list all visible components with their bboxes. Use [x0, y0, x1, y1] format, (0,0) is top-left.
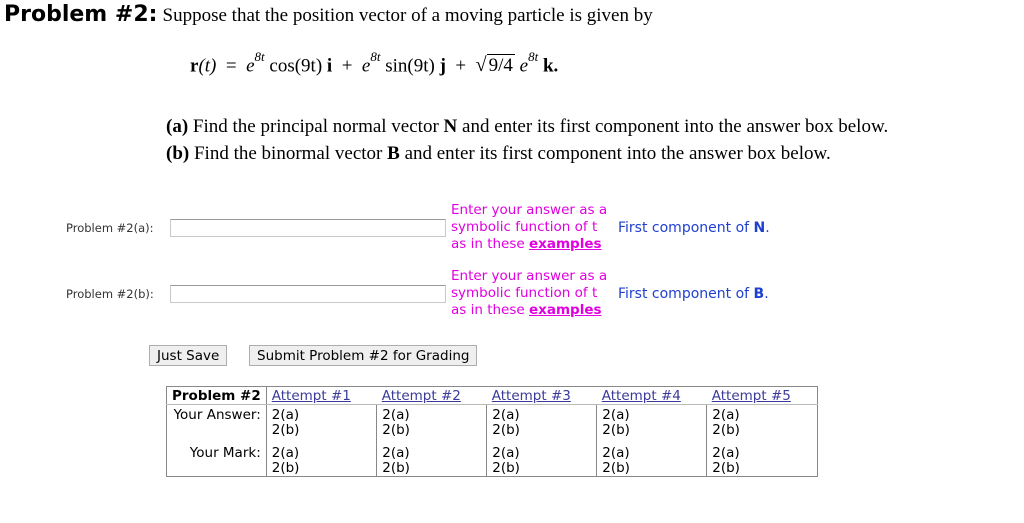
question-parts	[166, 113, 888, 167]
attempts-table	[166, 386, 818, 477]
mark-cell-5: 2(a) 2(b)	[707, 438, 818, 477]
attempt-4-link[interactable]: Attempt #4	[601, 388, 681, 404]
square-root: √ 9/4	[475, 54, 513, 77]
mark-cell-1: 2(a) 2(b)	[266, 438, 377, 477]
answer-cell-3: 2(a) 2(b)	[487, 405, 597, 439]
problem-heading	[4, 2, 653, 27]
your-mark-label: Your Mark:	[167, 438, 267, 477]
answer-hint-b: Enter your answer as a symbolic function of t as in these examples	[451, 268, 608, 318]
component-note-b: First component of B.	[618, 286, 769, 302]
answer-row-b	[0, 266, 1024, 316]
answer-input-b[interactable]	[170, 285, 446, 303]
attempts-corner: Problem #2	[167, 387, 267, 405]
mark-cell-2: 2(a) 2(b)	[377, 438, 487, 477]
your-answer-label: Your Answer:	[167, 405, 267, 439]
examples-link-b[interactable]: examples	[529, 302, 602, 318]
attempt-2-link[interactable]: Attempt #2	[381, 388, 461, 404]
your-answer-row	[167, 405, 818, 439]
answer-cell-1: 2(a) 2(b)	[266, 405, 377, 439]
answer-input-a[interactable]	[170, 219, 446, 237]
answer-label-b: Problem #2(b):	[66, 287, 154, 301]
attempts-header-row	[167, 387, 818, 405]
answer-cell-2: 2(a) 2(b)	[377, 405, 487, 439]
examples-link-a[interactable]: examples	[529, 236, 602, 252]
answer-row-a	[0, 200, 1024, 250]
component-note-a: First component of N.	[618, 220, 770, 236]
attempt-5-link[interactable]: Attempt #5	[711, 388, 791, 404]
answer-hint-a: Enter your answer as a symbolic function of t as in these examples	[451, 202, 608, 252]
part-b: (b) Find the binormal vector B and enter its first component into the answer box below.	[166, 143, 831, 164]
part-a: (a) Find the principal normal vector N and enter its first component into the answer box below.	[166, 116, 889, 137]
answer-cell-4: 2(a) 2(b)	[597, 405, 707, 439]
submit-problem-button[interactable]: Submit Problem #2 for Grading	[249, 345, 477, 366]
answer-label-a: Problem #2(a):	[66, 221, 154, 235]
problem-number: Problem #2:	[4, 2, 158, 27]
mark-cell-4: 2(a) 2(b)	[597, 438, 707, 477]
mark-cell-3: 2(a) 2(b)	[487, 438, 597, 477]
your-mark-row	[167, 438, 818, 477]
attempt-3-link[interactable]: Attempt #3	[491, 388, 571, 404]
just-save-button[interactable]: Just Save	[149, 345, 227, 366]
position-vector-equation: $r(t) = e^{8t}$ cos(9t) $i + e^{8t}$ sin(9t) j + √ 9/4 $e^{8t}$ k.	[190, 49, 559, 77]
problem-statement: Suppose that the position vector of a moving particle is given by	[162, 5, 653, 26]
answer-cell-5: 2(a) 2(b)	[707, 405, 818, 439]
attempt-1-link[interactable]: Attempt #1	[271, 388, 351, 404]
